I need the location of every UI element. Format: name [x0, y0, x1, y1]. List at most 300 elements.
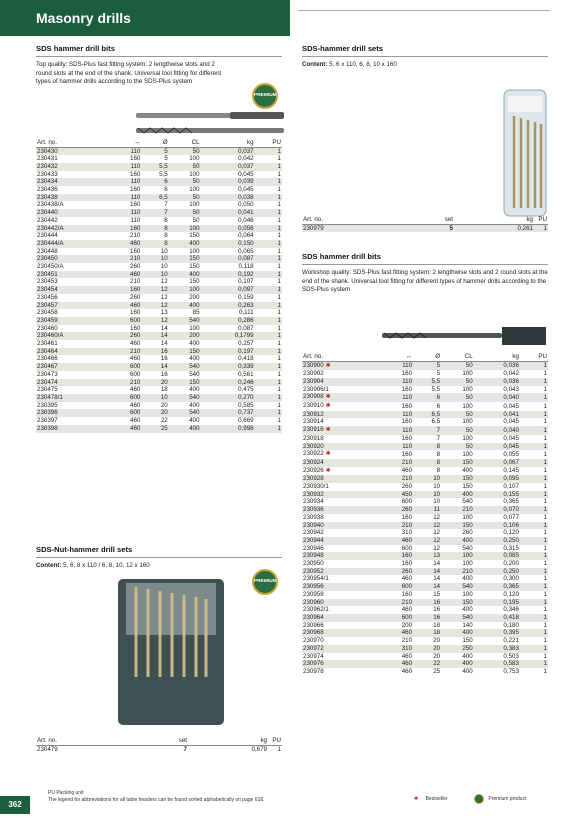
diameter-cell: 5 [164, 155, 168, 163]
diameter-cell: 12 [141, 302, 168, 310]
pu-cell: 1 [520, 411, 548, 419]
pu-cell: 1 [520, 475, 548, 483]
section-description: Workshop quality: SDS-Plus fast fitting system: 2 lengthwise slots and 2 round slots at the end of the shank. Universal tool fitting for different types of hammer drills according to the SDS-Plus system [302, 269, 548, 293]
table-row [302, 552, 548, 560]
art-no-text: 230459 [37, 316, 58, 324]
art-no-cell [302, 491, 380, 499]
col-set: set [444, 216, 453, 224]
pu-cell: 1 [255, 302, 282, 310]
kg-cell: 0,045 [238, 170, 254, 178]
art-no-text: 230908 [303, 393, 324, 401]
table-row [36, 745, 282, 753]
kg-cell: 0,045 [503, 418, 519, 426]
kg-cell: 0,039 [201, 178, 255, 186]
length-cell: 460 [401, 667, 413, 675]
diameter-cell: 18 [433, 621, 441, 629]
kg-cell: 0,097 [201, 286, 255, 294]
col-kg: kg [512, 353, 519, 361]
table-row [36, 171, 282, 179]
pu-cell: 1 [520, 443, 548, 451]
length-cell: 460 [380, 660, 413, 668]
table-row [302, 443, 548, 451]
pu-cell: 1 [277, 232, 281, 240]
table-row [302, 560, 548, 568]
pu-cell: 1 [277, 386, 281, 394]
table-row [302, 637, 548, 645]
kg-cell: 0,055 [503, 450, 519, 458]
art-no-cell [302, 645, 380, 653]
art-no-cell [302, 575, 380, 583]
art-no-text: 230450 [37, 255, 58, 263]
length-cell: 160 [401, 385, 413, 393]
cl-cell: 400 [462, 652, 473, 660]
art-no-cell [36, 309, 110, 317]
art-no-text: 230922 [303, 450, 324, 458]
header-divider [298, 10, 550, 11]
diameter-cell: 12 [433, 529, 441, 537]
kg-cell: 0,045 [503, 402, 519, 410]
cl-cell: 150 [189, 232, 200, 240]
cl-cell: 210 [441, 568, 474, 576]
art-no-cell [302, 443, 380, 451]
art-no-text: 230398 [37, 424, 58, 432]
col-kg: kg [247, 139, 254, 147]
art-no-cell [36, 186, 110, 194]
kg-cell: 0,043 [503, 385, 519, 393]
diameter-cell: 11 [413, 506, 441, 514]
art-no-cell [302, 622, 380, 630]
diameter-cell: 13 [160, 309, 168, 317]
art-no-cell [302, 483, 380, 491]
col-pu: PU [272, 139, 281, 147]
table-row [302, 529, 548, 537]
art-no-text: 230920 [303, 442, 324, 450]
art-no-cell [36, 371, 110, 379]
kg-cell: 0,315 [503, 544, 519, 552]
cl-cell: 540 [189, 370, 200, 378]
content-label: Content: [36, 562, 62, 569]
cl-cell: 400 [189, 340, 200, 348]
kg-cell: 0,585 [238, 401, 254, 409]
pu-cell: 1 [277, 417, 281, 425]
pu-cell: 1 [543, 621, 547, 629]
diameter-cell: 8 [164, 216, 168, 224]
table-row [302, 629, 548, 637]
col-art-no: Art. no. [37, 737, 57, 745]
sds-hammer-drill-bits-workshop-quality [302, 252, 548, 676]
table-row [302, 491, 548, 499]
diameter-cell: 8 [413, 459, 441, 467]
kg-cell: 0,200 [503, 560, 519, 568]
cl-cell: 150 [462, 637, 473, 645]
pu-cell: 1 [255, 147, 282, 155]
table-row [36, 340, 282, 348]
premium-badge-icon [474, 794, 484, 804]
kg-cell: 0,150 [201, 240, 255, 248]
length-cell: 600 [110, 394, 142, 402]
pu-cell: 1 [543, 402, 547, 410]
diameter-cell: 10 [413, 475, 441, 483]
length-cell: 460 [110, 425, 142, 433]
table-row [36, 232, 282, 240]
pu-cell: 1 [277, 370, 281, 378]
cl-cell: 140 [462, 621, 473, 629]
length-cell: 460 [401, 467, 413, 475]
table-row [36, 417, 282, 425]
kg-cell: 0,041 [474, 411, 520, 419]
sds-nut-hammer-drill-sets [36, 545, 282, 753]
length-cell: 160 [380, 552, 413, 560]
pu-cell: 1 [255, 286, 282, 294]
cl-cell: 150 [169, 379, 201, 387]
art-no-cell [302, 653, 380, 661]
art-no-text: 230954/1 [303, 575, 329, 583]
cl-cell: 150 [189, 263, 200, 271]
art-no-text: 230460/A [37, 332, 64, 340]
diameter-cell: 5 [141, 147, 168, 155]
table-row [36, 248, 282, 256]
table-row [36, 317, 282, 325]
art-no-cell [302, 514, 380, 522]
cl-cell: 540 [169, 317, 201, 325]
table-row [302, 498, 548, 506]
table-row [36, 255, 282, 263]
sds-hammer-drill-bits-workshop-table [302, 353, 548, 676]
art-no-cell [36, 217, 110, 225]
drill-bit-body [382, 333, 502, 338]
diameter-cell: 16 [160, 355, 168, 363]
footer-legend-note: The legend for abbreviations for all table headers can be found sorted alphabetically on page 618. [48, 797, 265, 803]
art-no-text: 230397 [37, 417, 58, 425]
pu-cell: 1 [543, 529, 547, 537]
pu-cell: 1 [277, 263, 281, 271]
length-cell: 460 [110, 271, 142, 279]
diameter-cell: 5,5 [431, 385, 441, 393]
art-no-text: 230966 [303, 621, 324, 629]
pu-cell: 1 [543, 434, 547, 442]
kg-cell: 0,050 [238, 201, 254, 209]
length-cell: 210 [380, 459, 413, 467]
table-row [302, 537, 548, 545]
diameter-cell: 14 [433, 560, 441, 568]
length-cell: 160 [401, 560, 413, 568]
footer-pu-note: PU Packing unit [48, 790, 84, 796]
kg-cell: 0,263 [201, 302, 255, 310]
kg-cell: 0,475 [238, 386, 254, 394]
length-cell: 160 [110, 225, 142, 233]
cl-cell: 150 [441, 522, 474, 530]
art-no-cell [36, 147, 110, 155]
cl-cell: 150 [189, 278, 200, 286]
pu-cell: 1 [543, 652, 547, 660]
length-cell: 460 [401, 606, 413, 614]
table-row [302, 393, 548, 402]
pu-cell: 1 [543, 498, 547, 506]
kg-cell: 0,107 [238, 278, 254, 286]
length-cell: 210 [380, 522, 413, 530]
art-no-text: 230942 [303, 529, 324, 537]
kg-cell: 0,045 [474, 443, 520, 451]
content-label: Content: [302, 61, 328, 68]
cl-cell: 100 [189, 170, 200, 178]
art-no-text: 230944 [303, 536, 324, 544]
premium-badge-icon [252, 569, 278, 595]
cl-cell: 400 [441, 491, 474, 499]
kg-cell: 0,037 [201, 163, 255, 171]
kg-cell: 0,095 [474, 475, 520, 483]
length-cell: 210 [110, 255, 142, 263]
kg-cell: 0,679 [251, 745, 267, 753]
art-no-text: 230467 [37, 363, 58, 371]
cl-cell: 50 [441, 361, 474, 370]
table-row [302, 459, 548, 467]
kg-cell: 0,246 [201, 379, 255, 387]
art-no-cell: 230979 [302, 224, 374, 232]
kg-cell: 0,1799 [201, 332, 255, 340]
pu-cell: 1 [255, 271, 282, 279]
kg-cell: 0,120 [503, 590, 519, 598]
cl-cell: 100 [189, 324, 200, 332]
cl-cell: 50 [169, 194, 201, 202]
length-cell: 160 [401, 370, 413, 378]
art-no-text: 230938 [303, 513, 324, 521]
kg-cell: 0,192 [201, 271, 255, 279]
art-no-cell [302, 614, 380, 622]
length-cell: 160 [130, 170, 141, 178]
diameter-cell: 8 [141, 240, 168, 248]
table-row [302, 583, 548, 591]
cl-cell: 100 [462, 513, 473, 521]
table-row [302, 450, 548, 459]
diameter-cell: 18 [413, 629, 441, 637]
cl-cell: 260 [462, 529, 473, 537]
art-no-cell [36, 379, 110, 387]
pu-cell: 1 [520, 614, 548, 622]
length-cell: 210 [380, 475, 413, 483]
diameter-cell: 10 [141, 255, 168, 263]
art-no-cell [36, 194, 110, 202]
art-no-cell [36, 178, 110, 186]
length-cell: 600 [110, 317, 142, 325]
pu-cell: 1 [520, 629, 548, 637]
art-no-cell [302, 668, 380, 676]
cl-cell: 400 [169, 425, 201, 433]
pu-cell: 1 [543, 418, 547, 426]
table-row [36, 271, 282, 279]
diameter-cell: 12 [141, 317, 168, 325]
art-no-cell [302, 629, 380, 637]
art-no-cell [302, 426, 380, 435]
pu-cell: 1 [277, 216, 281, 224]
art-no-text: 230448 [37, 247, 58, 255]
diameter-cell: 10 [413, 491, 441, 499]
diameter-cell: 7 [436, 434, 441, 442]
cl-cell: 400 [462, 606, 473, 614]
art-no-text: 230948 [303, 552, 324, 560]
cl-cell: 50 [441, 393, 474, 402]
cl-cell: 50 [441, 378, 474, 386]
section-title: SDS hammer drill bits [302, 252, 548, 265]
pu-cell: 1 [543, 513, 547, 521]
table-row [302, 224, 548, 232]
pu-cell: 1 [520, 459, 548, 467]
pu-cell: 1 [543, 637, 547, 645]
diameter-cell: 10 [141, 271, 168, 279]
length-cell: 160 [401, 402, 413, 410]
art-no-cell [302, 402, 380, 411]
diameter-cell: 10 [141, 394, 168, 402]
diameter-cell: 7 [164, 201, 168, 209]
art-no-text: 230926 [303, 466, 324, 474]
cl-cell: 100 [462, 370, 473, 378]
table-row [36, 278, 282, 286]
cl-cell: 50 [169, 163, 201, 171]
pu-cell: 1 [277, 170, 281, 178]
art-no-text: 230431 [37, 155, 58, 163]
diameter-cell: 10 [160, 263, 168, 271]
art-no-cell [302, 591, 380, 599]
art-no-cell [36, 348, 110, 356]
length-cell: 260 [380, 506, 413, 514]
length-cell: 160 [401, 590, 413, 598]
cl-cell: 50 [192, 216, 200, 224]
diameter-cell: 5 [413, 361, 441, 370]
col-kg: kg [260, 737, 267, 745]
diameter-cell: 5 [436, 370, 441, 378]
art-no-text: 230960 [303, 598, 324, 606]
pu-cell: 1 [277, 745, 281, 753]
art-no-text: 230934 [303, 498, 324, 506]
length-cell: 160 [130, 155, 141, 163]
pu-cell: 1 [255, 178, 282, 186]
sds-hammer-drill-bits-table [36, 139, 282, 433]
length-cell: 460 [110, 302, 142, 310]
table-row [302, 568, 548, 576]
cl-cell: 100 [462, 560, 473, 568]
kg-cell: 0,159 [238, 293, 254, 301]
diameter-cell: 6 [436, 402, 441, 410]
art-no-text: 230900 [303, 361, 324, 369]
cl-cell: 100 [462, 450, 473, 458]
cl-cell: 400 [189, 401, 200, 409]
col-set: set [178, 737, 187, 745]
cl-cell: 210 [441, 506, 474, 514]
cl-cell: 85 [192, 309, 200, 317]
art-no-text: 230456 [37, 293, 58, 301]
art-no-cell [302, 361, 380, 370]
length-cell: 210 [401, 637, 413, 645]
art-no-text: 230906/1 [303, 385, 329, 393]
diameter-cell: 12 [160, 278, 168, 286]
art-no-text: 230970 [303, 637, 324, 645]
pack-label [508, 96, 542, 112]
cl-cell: 200 [169, 332, 201, 340]
diameter-cell: 25 [433, 667, 441, 675]
diameter-cell: 10 [433, 498, 441, 506]
diameter-cell: 18 [160, 386, 168, 394]
length-cell: 110 [380, 411, 413, 419]
pu-cell: 1 [520, 361, 548, 370]
cl-cell: 400 [462, 575, 473, 583]
legend-premium [474, 794, 526, 804]
art-no-text: 230460 [37, 324, 58, 332]
diameter-cell: 6,5 [413, 411, 441, 419]
art-no-text: 230464 [37, 347, 58, 355]
length-cell: 110 [380, 393, 413, 402]
kg-cell: 0,041 [201, 209, 255, 217]
cl-cell: 50 [441, 411, 474, 419]
art-no-text: 230924 [303, 458, 324, 466]
diameter-cell: 12 [141, 286, 168, 294]
length-cell: 110 [110, 178, 142, 186]
cl-cell: 540 [441, 583, 474, 591]
col-cl: CL [464, 353, 473, 361]
length-cell: 110 [380, 361, 413, 370]
art-no-text: 230968 [303, 629, 324, 637]
length-cell: 600 [401, 544, 413, 552]
art-no-text: 230910 [303, 402, 324, 410]
table-row [302, 522, 548, 530]
pu-cell: 1 [277, 355, 281, 363]
pu-cell: 1 [277, 340, 281, 348]
cl-cell: 100 [462, 434, 473, 442]
table-row [36, 147, 282, 155]
art-no-text: 230453 [37, 278, 58, 286]
length-cell: 160 [130, 247, 141, 255]
sds-hammer-drill-sets [302, 44, 548, 232]
kg-cell: 0,087 [238, 324, 254, 332]
table-row [302, 418, 548, 426]
kg-cell: 0,145 [503, 467, 519, 475]
art-no-text: 230904 [303, 377, 324, 385]
col-pu: PU [538, 353, 547, 361]
cl-cell: 540 [462, 498, 473, 506]
table-row [36, 263, 282, 271]
cl-cell: 150 [169, 255, 201, 263]
col-diameter: Ø [162, 139, 168, 147]
kg-cell: 0,998 [201, 425, 255, 433]
art-no-cell [36, 302, 110, 310]
pu-cell: 1 [277, 309, 281, 317]
kg-cell: 0,064 [238, 232, 254, 240]
art-no-cell [302, 475, 380, 483]
diameter-cell: 5,5 [159, 170, 168, 178]
art-no-text: 230442/A [37, 224, 64, 232]
length-cell: 600 [130, 370, 141, 378]
art-no-text: 230914 [303, 418, 324, 426]
kg-cell: 0,418 [238, 355, 254, 363]
art-no-text: 230952 [303, 567, 324, 575]
length-cell: 460 [130, 401, 141, 409]
art-no-cell [36, 240, 110, 248]
cl-cell: 540 [169, 409, 201, 417]
pu-cell: 1 [543, 467, 547, 475]
table-row [36, 294, 282, 302]
length-cell: 460 [130, 340, 141, 348]
pu-cell: 1 [277, 247, 281, 255]
art-no-text: 230475 [37, 386, 58, 394]
bestseller-star-icon: ✱ [325, 467, 331, 474]
diameter-cell: 25 [141, 425, 168, 433]
length-cell: 160 [130, 201, 141, 209]
cl-cell: 100 [441, 552, 474, 560]
pu-cell: 1 [520, 552, 548, 560]
art-no-cell [36, 417, 110, 425]
kg-cell: 0,669 [238, 417, 254, 425]
table-row [36, 394, 282, 402]
diameter-cell: 16 [141, 348, 168, 356]
diameter-cell: 20 [141, 379, 168, 387]
